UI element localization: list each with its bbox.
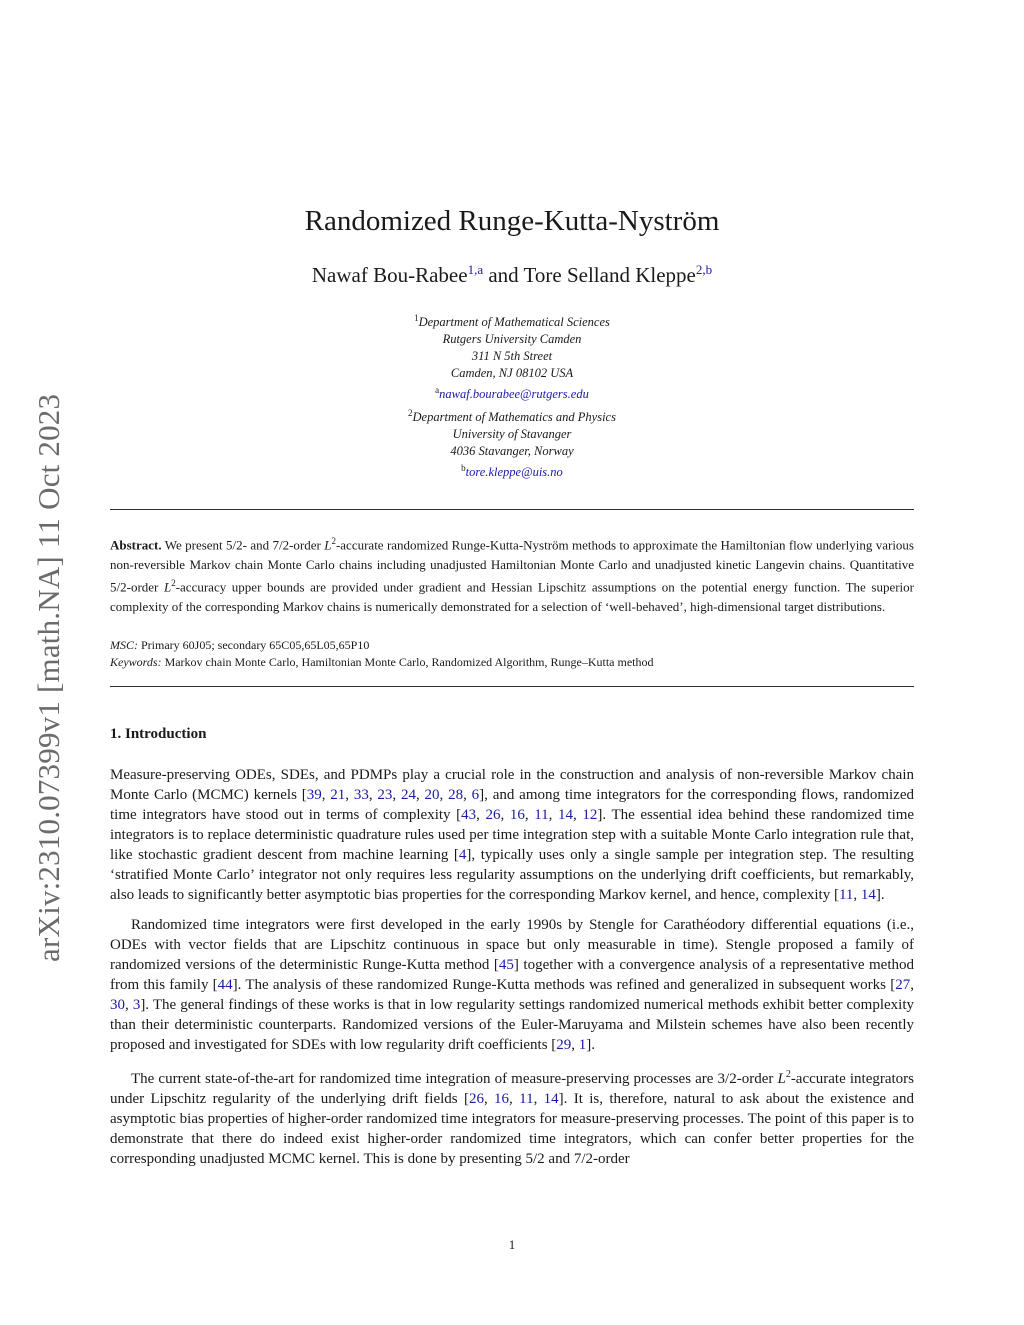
p3-text-a: The current state-of-the-art for randomized time integration of measure-preserving processes are 3/2-order	[131, 1071, 778, 1087]
citation-link[interactable]: 16	[509, 807, 525, 823]
citation-link[interactable]: 29	[556, 1037, 572, 1053]
author-2-affil-link[interactable]: 2,b	[695, 262, 713, 277]
citation-link[interactable]: 14	[558, 807, 574, 823]
citation-link[interactable]: 26	[485, 807, 501, 823]
affil-1-street: 311 N 5th Street	[471, 349, 553, 364]
abstract-text-3: -accuracy upper bounds are provided under gradient and Hessian Lipschitz assumptions on the potential energy function. The superior complexity of the corresponding Markov chains is numerically demonstrated for a selection of ‘well-behaved’, high-dimensional target distributions.	[110, 579, 914, 615]
citation-link[interactable]: 3	[132, 997, 141, 1013]
affiliation-2	[0, 405, 1024, 481]
citation-link[interactable]: 1	[578, 1037, 587, 1053]
affil-2-email-marker: b	[461, 463, 466, 474]
abstract-text-2: -accurate randomized Runge-Kutta-Nyström methods to approximate the Hamiltonian flow underlying various non-reversible Markov chain Monte Carlo chains including unadjusted Hamiltonian Monte Carlo and unadjusted kinetic Langevin chains. Quantitative 5/2-order	[110, 537, 914, 595]
citation-link[interactable]: 23	[377, 787, 393, 803]
affil-2-dept: Department of Mathematics and Physics	[412, 410, 616, 425]
abstract-top-rule	[110, 509, 914, 510]
citation-link[interactable]: 28	[448, 787, 464, 803]
p2-text-b: ] together with a convergence analysis of a representative method from this family [	[110, 957, 914, 993]
p2-text-c: ]. The analysis of these randomized Runge-Kutta methods was refined and generalized in subsequent works [	[232, 977, 896, 993]
abstract-math-L: L	[324, 537, 332, 553]
p1-text-d: ], typically uses only a single sample per integration step. The resulting ‘stratified Monte Carlo’ integrator not only requires less regularity assumptions on the underlying drift coefficients, but remarkably, also leads to significantly better asymptotic bias properties for the corresponding Markov kernel, and hence, complexity [	[110, 847, 914, 903]
abstract-math-exp: 2	[331, 536, 336, 546]
citation-link[interactable]: 44	[217, 977, 233, 993]
affil-1-email-marker: a	[435, 385, 440, 396]
citation-link[interactable]: 27	[895, 977, 911, 993]
introduction-body	[110, 765, 914, 1179]
affil-1-marker: 1	[414, 313, 419, 323]
citation-link[interactable]: 24	[400, 787, 416, 803]
p3-text-c: ]. It is, therefore, natural to ask about the existence and asymptotic bias properties of higher-order randomized time integrators for measure-preserving processes. The point of this paper is to demonstrate that there do indeed exist higher-order randomized time integrators, which can confer better properties for the corresponding unadjusted MCMC kernel. This is done by presenting 5/2 and 7/2-order	[110, 1091, 915, 1167]
affil-2-city: 4036 Stavanger, Norway	[450, 444, 574, 459]
author-1-affil-link[interactable]: 1,a	[467, 262, 484, 277]
citation-link[interactable]: 11	[534, 807, 549, 823]
affil-2-inst: University of Stavanger	[452, 427, 572, 442]
author-1-name: Nawaf Bou-Rabee	[311, 263, 468, 287]
affiliation-1	[0, 310, 1024, 403]
p3-math-exp: 2	[785, 1069, 791, 1080]
abstract-math-L-2: L	[163, 579, 172, 595]
p1-text-b: ], and among time integrators for the corresponding flows, randomized time integrators have stood out in terms of complexity [	[110, 787, 915, 823]
arxiv-id: arXiv:2310.07399v1 [math.NA] 11 Oct 2023	[31, 393, 66, 962]
author-2-email-link[interactable]: tore.kleppe@uis.no	[465, 465, 563, 480]
citation-link[interactable]: 45	[498, 957, 514, 973]
citation-link[interactable]: 6	[471, 787, 480, 803]
author-conjunction: and	[483, 263, 524, 287]
citation-link[interactable]: 39	[306, 787, 322, 803]
citation-link[interactable]: 33	[353, 787, 369, 803]
author-line	[0, 262, 1024, 288]
abstract	[110, 532, 914, 617]
citation-link[interactable]: 20	[424, 787, 440, 803]
p2-text-d: ]. The general findings of these works is that in low regularity settings randomized numerical methods exhibit better complexity than their deterministic counterparts. Randomized versions of the Euler-Maruyama and Milstein schemes have also been recently proposed and investigated for SDEs with low regularity drift coefficients [	[110, 997, 915, 1053]
keywords-text: Markov chain Monte Carlo, Hamiltonian Monte Carlo, Randomized Algorithm, Runge–Kutta method	[161, 655, 654, 669]
citation-link[interactable]: 43	[461, 807, 477, 823]
p2-text-a: Randomized time integrators were first developed in the early 1990s by Stengle for Carathéodory differential equations (i.e., ODEs with vector fields that are Lipschitz continuous in space but only measurable in time). Stengle proposed a family of randomized versions of the deterministic Runge-Kutta method [	[110, 917, 914, 973]
keywords-label: Keywords:	[110, 655, 162, 669]
affil-1-inst: Rutgers University Camden	[442, 332, 582, 347]
p1-text-e: ].	[875, 887, 885, 903]
page-number: 1	[508, 1237, 516, 1252]
affil-2-marker: 2	[408, 408, 413, 418]
msc-line	[110, 637, 914, 654]
p3-math-L: L	[777, 1071, 786, 1087]
keywords-line	[110, 654, 914, 671]
citation-link[interactable]: 14	[860, 887, 876, 903]
citation-link[interactable]: 11	[519, 1091, 534, 1107]
citation-link[interactable]: 30	[110, 997, 125, 1013]
paper-title: Randomized Runge-Kutta-Nyström	[304, 205, 720, 237]
affil-1-dept: Department of Mathematical Sciences	[418, 315, 610, 330]
affil-1-city: Camden, NJ 08102 USA	[450, 366, 574, 381]
author-2-name: Tore Selland Kleppe	[523, 263, 696, 287]
author-1-email-link[interactable]: nawaf.bourabee@rutgers.edu	[439, 387, 589, 402]
msc-text: Primary 60J05; secondary 65C05,65L05,65P10	[138, 638, 370, 652]
citation-link[interactable]: 21	[330, 787, 346, 803]
abstract-bottom-rule	[110, 686, 914, 687]
abstract-text-1: We present 5/2- and 7/2-order	[161, 537, 325, 553]
citation-link[interactable]: 11	[838, 887, 854, 903]
p2-text-e: ].	[586, 1037, 596, 1053]
citation-link[interactable]: 12	[582, 807, 598, 823]
citation-link[interactable]: 26	[468, 1091, 484, 1107]
paragraph-2: Randomized time integrators were first developed in the early 1990s by Stengle for Carathéodory differential equations (i.e., ODEs with vector fields that are Lipschitz continuous in space but only measurable in time). Stengle proposed a family of randomized versions of the deterministic Runge-Kutta method [45] together with a convergence analysis of a representative method from this family [44]. The analysis of these randomized Runge-Kutta methods was refined and generalized in subsequent works [27, 30, 3]. The general findings of these works is that in low regularity settings randomized numerical methods exhibit better complexity than their deterministic counterparts. Randomized versions of the Euler-Maruyama and Milstein schemes have also been recently proposed and investigated for SDEs with low regularity drift coefficients [29, 1].	[110, 917, 915, 1053]
section-heading-introduction: 1. Introduction	[110, 726, 207, 742]
p1-text-a: Measure-preserving ODEs, SDEs, and PDMPs play a crucial role in the construction and analysis of non-reversible Markov chain Monte Carlo (MCMC) kernels [	[110, 767, 914, 803]
p3-text-b: -accurate integrators under Lipschitz regularity of the underlying drift fields [	[110, 1071, 915, 1107]
paragraph-1: Measure-preserving ODEs, SDEs, and PDMPs play a crucial role in the construction and analysis of non-reversible Markov chain Monte Carlo (MCMC) kernels [39, 21, 33, 23, 24, 20, 28, 6], and among time integrators for the corresponding flows, randomized time integrators have stood out in terms of complexity [43, 26, 16, 11, 14, 12]. The essential idea behind these randomized time integrators is to replace deterministic quadrature rules used per time integration step with a suitable Monte Carlo integration rule that, like stochastic gradient descent from machine learning [4], typically uses only a single sample per integration step. The resulting ‘stratified Monte Carlo’ integrator not only requires less regularity assumptions on the underlying drift coefficients, but remarkably, also leads to significantly better asymptotic bias properties for the corresponding Markov kernel, and hence, complexity [11, 14].	[110, 767, 915, 903]
p1-text-c: ]. The essential idea behind these randomized time integrators is to replace deterministic quadrature rules used per time integration step with a suitable Monte Carlo integration rule that, like stochastic gradient descent from machine learning [	[110, 807, 915, 863]
citation-link[interactable]: 4	[458, 847, 467, 863]
citation-link[interactable]: 14	[543, 1091, 559, 1107]
abstract-label: Abstract.	[110, 537, 162, 553]
citation-link[interactable]: 16	[494, 1091, 510, 1107]
paragraph-3: The current state-of-the-art for randomized time integration of measure-preserving processes are 3/2-order $L^2$-accurate integrators under Lipschitz regularity of the underlying drift fields [26, 16, 11, 14]. It is, therefore, natural to ask about the existence and asymptotic bias properties of higher-order randomized time integrators for measure-preserving processes. The point of this paper is to demonstrate that there do indeed exist higher-order randomized time integrators, which can confer better properties for the corresponding unadjusted MCMC kernel. This is done by presenting 5/2 and 7/2-order	[110, 1069, 915, 1167]
abstract-math-exp-2: 2	[171, 578, 176, 589]
msc-label: MSC:	[110, 638, 138, 652]
